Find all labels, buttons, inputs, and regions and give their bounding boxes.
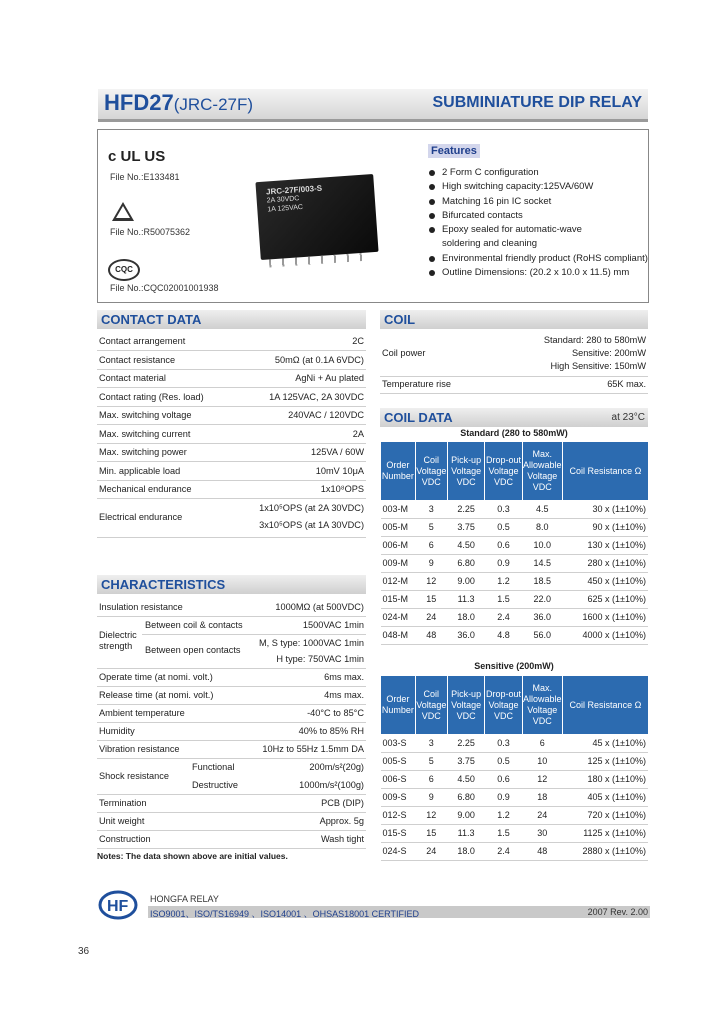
row-label: Max. switching power [99, 447, 187, 457]
contact-row [97, 407, 366, 425]
row-value: 4ms max. [324, 690, 364, 700]
table-cell: 125 x (1±10%) [562, 752, 648, 770]
table-row [381, 734, 649, 752]
table-cell: 009-M [381, 554, 416, 572]
table-cell: 4.50 [447, 770, 484, 788]
table-cell: 4.50 [447, 536, 484, 554]
row-label: Humidity [99, 726, 135, 736]
cqc-file: File No.:CQC02001001938 [110, 283, 219, 293]
table-cell: 11.3 [447, 824, 484, 842]
contact-row [97, 426, 366, 444]
table-cell: 11.3 [447, 590, 484, 608]
table-cell: 1.5 [485, 824, 522, 842]
coil-table-header: Drop-out Voltage VDC [485, 676, 522, 734]
row-value: -40°C to 85°C [307, 708, 364, 718]
row-label: Termination [99, 798, 147, 808]
row-value: 125VA / 60W [311, 447, 364, 457]
row-label: Release time (at nomi. volt.) [99, 690, 214, 700]
table-cell: 012-M [381, 572, 416, 590]
table-cell: 36.0 [447, 626, 484, 644]
coil-power-label: Coil power [382, 348, 426, 358]
table-cell: 1.2 [485, 806, 522, 824]
notes: Notes: The data shown above are initial values. [97, 851, 288, 861]
coil-power-row [380, 333, 648, 377]
table-cell: 048-M [381, 626, 416, 644]
contact-data-title: CONTACT DATA [97, 310, 366, 329]
company-name: HONGFA RELAY [150, 894, 219, 904]
temp-rise-row: Temperature rise 65K max. [380, 378, 648, 394]
page-title: SUBMINIATURE DIP RELAY [432, 94, 642, 111]
characteristics-title: CHARACTERISTICS [97, 575, 366, 594]
table-cell: 450 x (1±10%) [562, 572, 648, 590]
relay-marking-line: 2A 30VDC [266, 195, 300, 205]
table-cell: 3 [415, 734, 447, 752]
feature-item: Matching 16 pin IC socket [428, 195, 648, 209]
table-cell: 006-M [381, 536, 416, 554]
feature-item: High switching capacity:125VA/60W [428, 180, 648, 194]
table-row [381, 572, 649, 590]
row-label: Max. switching current [99, 428, 191, 439]
row-value: 2A [352, 428, 364, 439]
table-cell: 0.3 [485, 734, 522, 752]
tuv-file: File No.:R50075362 [110, 227, 191, 237]
char-row [97, 687, 366, 705]
table-cell: 15 [415, 824, 447, 842]
contact-row [97, 370, 366, 388]
row-label: Mechanical endurance [99, 484, 192, 494]
coil-table-header: Max. Allowable Voltage VDC [522, 442, 562, 500]
table-cell: 130 x (1±10%) [562, 536, 648, 554]
table-row [381, 770, 649, 788]
row-value: 1x10⁸OPS [320, 484, 364, 494]
ul-file: File No.:E133481 [110, 172, 180, 182]
table-cell: 5 [415, 518, 447, 536]
table-cell: 0.9 [485, 554, 522, 572]
relay-marking-line: 1A 125VAC [267, 203, 304, 214]
char-row [97, 795, 366, 813]
table-cell: 015-M [381, 590, 416, 608]
table-cell: 2880 x (1±10%) [562, 842, 648, 860]
page-number: 36 [78, 946, 90, 957]
table-cell: 003-S [381, 734, 416, 752]
coil-title: COIL [380, 310, 648, 329]
row-value: 10mV 10μA [315, 465, 364, 476]
row-label: Electrical endurance [99, 511, 183, 522]
features-list [428, 166, 648, 280]
table-row [381, 752, 649, 770]
table-cell: 6.80 [447, 554, 484, 572]
table-cell: 9.00 [447, 806, 484, 824]
table-row [381, 626, 649, 644]
table-cell: 12 [415, 572, 447, 590]
table-cell: 1.2 [485, 572, 522, 590]
row-value: 2C [352, 336, 364, 346]
row-label: Unit weight [99, 816, 145, 826]
char-row [97, 599, 366, 617]
feature-item: soldering and cleaning [442, 238, 538, 250]
row-value: 1500VAC 1min [302, 620, 364, 630]
table-cell: 9 [415, 554, 447, 572]
model-name: HFD27(JRC-27F) [104, 90, 254, 115]
feature-item: Outline Dimensions: (20.2 x 10.0 x 11.5) mm [428, 266, 648, 280]
table-row [381, 554, 649, 572]
table-cell: 48 [522, 842, 562, 860]
table-cell: 18.0 [447, 842, 484, 860]
table-row [381, 590, 649, 608]
row-value: 200m/s²(20g) [309, 762, 364, 772]
row-label: Contact material [99, 373, 166, 383]
row-label: Min. applicable load [99, 465, 181, 476]
contact-row [97, 444, 366, 462]
cert-line: ISO9001、ISO/TS16949 、ISO14001 、OHSAS18001 CERTIFIED [150, 909, 419, 919]
row-value: M, S type: 1000VAC 1min [258, 638, 364, 648]
table-cell: 12 [415, 806, 447, 824]
table-cell: 006-S [381, 770, 416, 788]
table-cell: 1.5 [485, 590, 522, 608]
row-label: Insulation resistance [99, 602, 183, 612]
char-row [97, 723, 366, 741]
coil-table-header: Coil Voltage VDC [415, 676, 447, 734]
table-cell: 15 [415, 590, 447, 608]
char-row [97, 813, 366, 831]
table-cell: 0.6 [485, 536, 522, 554]
row-value: 50mΩ (at 0.1A 6VDC) [274, 354, 364, 365]
row-value: 1000MΩ (at 500VDC) [275, 602, 364, 612]
table-cell: 9.00 [447, 572, 484, 590]
table-cell: 2.25 [447, 500, 484, 518]
coil-table-header: Coil Resistance Ω [562, 442, 648, 500]
table-cell: 180 x (1±10%) [562, 770, 648, 788]
table-row [381, 518, 649, 536]
table-cell: 48 [415, 626, 447, 644]
row-label: Max. switching voltage [99, 410, 192, 420]
row-label: Operate time (at nomi. volt.) [99, 672, 213, 682]
row-value: 10Hz to 55Hz 1.5mm DA [262, 744, 364, 754]
table-cell: 6 [522, 734, 562, 752]
table-cell: 280 x (1±10%) [562, 554, 648, 572]
table-row [381, 842, 649, 860]
table-row [381, 806, 649, 824]
row-label: Destructive [192, 780, 238, 790]
contact-row [97, 463, 366, 481]
table-cell: 2.25 [447, 734, 484, 752]
table-cell: 3 [415, 500, 447, 518]
row-value: Approx. 5g [319, 816, 364, 826]
row-label: Functional [192, 762, 235, 772]
coil-table-header: Coil Voltage VDC [415, 442, 447, 500]
row-label: Construction [99, 834, 151, 844]
svg-text:HF: HF [107, 898, 129, 915]
row-value: H type: 750VAC 1min [276, 654, 364, 664]
table-cell: 1125 x (1±10%) [562, 824, 648, 842]
table-row [381, 500, 649, 518]
coil-table-header: Pick-up Voltage VDC [447, 676, 484, 734]
row-value: 1000m/s²(100g) [299, 780, 364, 790]
relay-pins [269, 252, 369, 267]
table-cell: 405 x (1±10%) [562, 788, 648, 806]
table-cell: 003-M [381, 500, 416, 518]
contact-row [97, 352, 366, 370]
table-cell: 6.80 [447, 788, 484, 806]
table-cell: 14.5 [522, 554, 562, 572]
table-cell: 24 [415, 608, 447, 626]
dielectric-label: Dielectric strength [99, 630, 137, 651]
row-value: 240VAC / 120VDC [288, 410, 364, 420]
dielectric-group [97, 617, 366, 669]
coil-table-header: Max. Allowable Voltage VDC [522, 676, 562, 734]
features-label: Features [428, 144, 480, 158]
char-row [97, 705, 366, 723]
table-cell: 22.0 [522, 590, 562, 608]
coil-data-title: COIL DATA at 23°C [380, 408, 648, 427]
row-label: Contact arrangement [99, 336, 186, 346]
coil-table-header: Drop-out Voltage VDC [485, 442, 522, 500]
table-cell: 12 [522, 770, 562, 788]
row-value: 3x10⁵OPS (at 1A 30VDC) [259, 519, 364, 530]
table-cell: 56.0 [522, 626, 562, 644]
table-cell: 36.0 [522, 608, 562, 626]
table-cell: 3.75 [447, 752, 484, 770]
shock-group [97, 759, 366, 795]
feature-item: Bifurcated contacts [428, 209, 648, 223]
coil-table-header: Coil Resistance Ω [562, 676, 648, 734]
revision: 2007 Rev. 2.00 [587, 907, 648, 917]
ul-logo: c UL US [108, 148, 166, 165]
table-cell: 012-S [381, 806, 416, 824]
table-cell: 45 x (1±10%) [562, 734, 648, 752]
table-cell: 009-S [381, 788, 416, 806]
table-cell: 015-S [381, 824, 416, 842]
table-row [381, 824, 649, 842]
table-cell: 1600 x (1±10%) [562, 608, 648, 626]
table-cell: 6 [415, 770, 447, 788]
table-cell: 024-S [381, 842, 416, 860]
table-cell: 10 [522, 752, 562, 770]
coil-power-standard: Standard: 280 to 580mW [543, 335, 646, 345]
feature-item: Epoxy sealed for automatic-wave [428, 223, 648, 237]
table-cell: 9 [415, 788, 447, 806]
table-cell: 8.0 [522, 518, 562, 536]
row-label: Between open contacts [145, 645, 241, 655]
standard-coil-table [380, 442, 648, 645]
char-row [97, 831, 366, 849]
table-cell: 24 [415, 842, 447, 860]
table-cell: 024-M [381, 608, 416, 626]
cqc-logo: CQC [108, 259, 140, 281]
contact-row [97, 389, 366, 407]
table-row [381, 536, 649, 554]
coil-table-header: Order Number [381, 676, 416, 734]
table-cell: 0.5 [485, 752, 522, 770]
table-cell: 3.75 [447, 518, 484, 536]
features-panel [97, 129, 649, 303]
table-cell: 2.4 [485, 608, 522, 626]
table-cell: 625 x (1±10%) [562, 590, 648, 608]
row-label: Contact resistance [99, 354, 176, 365]
char-row [97, 741, 366, 759]
contact-row [97, 333, 366, 351]
row-value: Wash tight [320, 834, 364, 844]
char-row [97, 669, 366, 687]
table-cell: 0.5 [485, 518, 522, 536]
table-cell: 0.6 [485, 770, 522, 788]
table-cell: 5 [415, 752, 447, 770]
tuv-triangle-icon [112, 202, 134, 221]
table-cell: 30 [522, 824, 562, 842]
table-cell: 005-M [381, 518, 416, 536]
row-value: PCB (DIP) [321, 798, 364, 808]
page-header [98, 89, 648, 122]
table-cell: 6 [415, 536, 447, 554]
table-cell: 4.5 [522, 500, 562, 518]
table-cell: 24 [522, 806, 562, 824]
row-value: 6ms max. [324, 672, 364, 682]
row-label: Contact rating (Res. load) [99, 391, 204, 402]
table-cell: 18.0 [447, 608, 484, 626]
row-value: 40% to 85% RH [298, 726, 364, 736]
table-cell: 720 x (1±10%) [562, 806, 648, 824]
table-cell: 90 x (1±10%) [562, 518, 648, 536]
table-cell: 10.0 [522, 536, 562, 554]
table-cell: 2.4 [485, 842, 522, 860]
table-cell: 005-S [381, 752, 416, 770]
table-cell: 18.5 [522, 572, 562, 590]
table-cell: 4000 x (1±10%) [562, 626, 648, 644]
row-label: Ambient temperature [99, 708, 185, 718]
coil-power-high: High Sensitive: 150mW [550, 361, 646, 371]
table-row [381, 788, 649, 806]
row-label: Vibration resistance [99, 744, 180, 754]
row-value: AgNi + Au plated [295, 373, 364, 383]
coil-table-header: Pick-up Voltage VDC [447, 442, 484, 500]
relay-image [255, 174, 378, 260]
row-value: 1x10⁵OPS (at 2A 30VDC) [259, 502, 364, 513]
coil-table-header: Order Number [381, 442, 416, 500]
coil-power-sensitive: Sensitive: 200mW [571, 348, 646, 358]
row-value: 1A 125VAC, 2A 30VDC [269, 391, 364, 402]
row-label: Between coil & contacts [145, 620, 243, 630]
table-cell: 0.3 [485, 500, 522, 518]
electrical-endurance-row [97, 500, 366, 538]
standard-caption: Standard (280 to 580mW) [460, 428, 568, 438]
relay-marking-line: JRC-27F/003-S [265, 183, 323, 197]
table-cell: 4.8 [485, 626, 522, 644]
table-row [381, 608, 649, 626]
sensitive-coil-table [380, 676, 648, 861]
row-label: Shock resistance [99, 771, 169, 781]
table-cell: 0.9 [485, 788, 522, 806]
table-cell: 30 x (1±10%) [562, 500, 648, 518]
sensitive-caption: Sensitive (200mW) [474, 661, 554, 671]
feature-item: Environmental friendly product (RoHS compliant) [428, 252, 648, 266]
contact-row [97, 481, 366, 499]
hongfa-logo-icon [98, 890, 142, 920]
feature-item: 2 Form C configuration [428, 166, 648, 180]
table-cell: 18 [522, 788, 562, 806]
